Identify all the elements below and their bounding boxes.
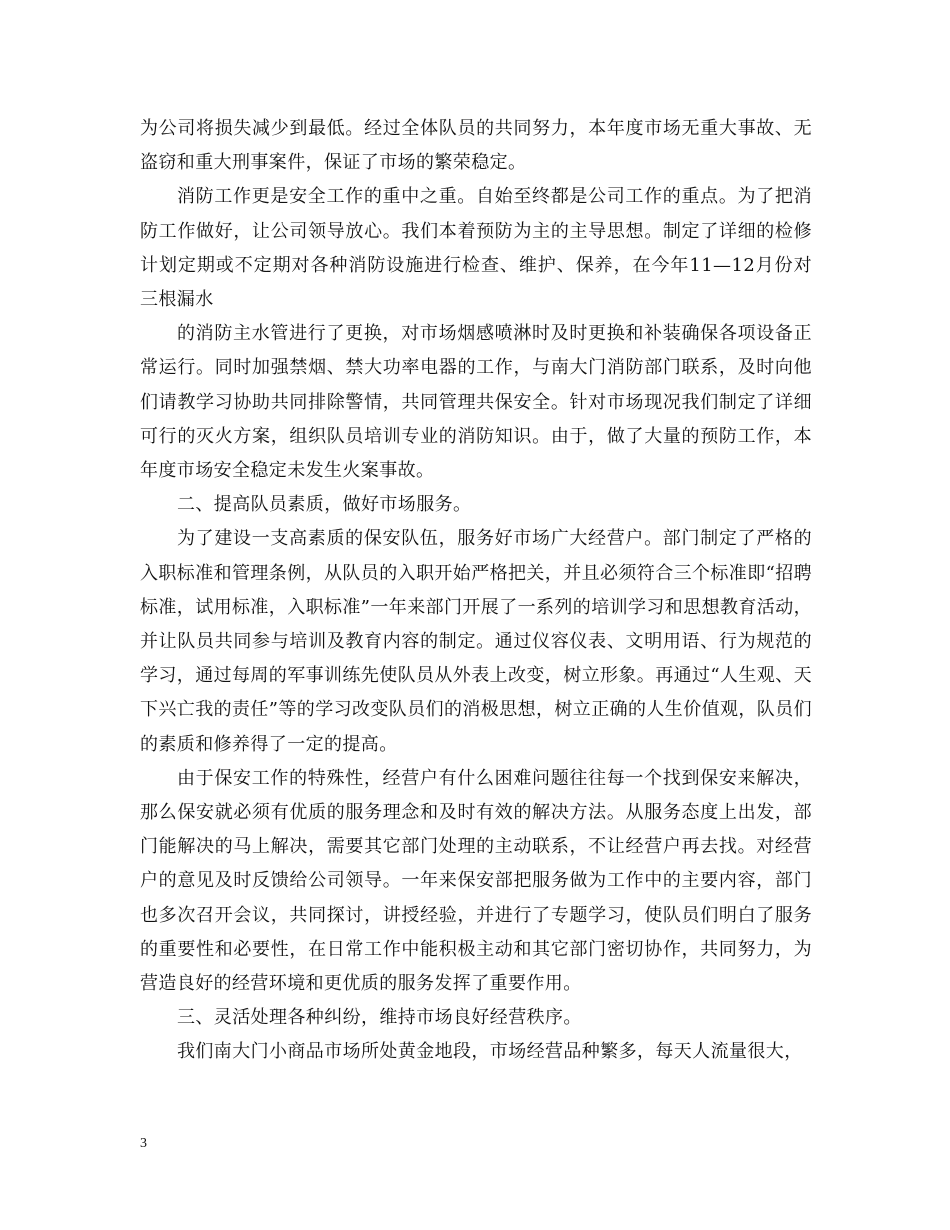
section-heading-3: 三、灵活处理各种纠纷，维持市场良好经营秩序。 — [177, 1007, 582, 1029]
document-body — [140, 112, 812, 1070]
paragraph-team-quality: 为了建设一支高素质的保安队伍，服务好市场广大经营户。部门制定了严格的入职标准和管理条例，从队员的入职开始严格把关，并且必须符合三个标准即“招聘标准，试用标准，入职标准”一年来部门开展了一系列的培训学习和思想教育活动，并让队员共同参与培训及教育内容的制定。通过仪容仪表、文明用语、行为规范的学习，通过每周的军事训练先使队员从外表上改变，树立形象。再通过“人生观、天下兴亡我的责任”等的学习改变队员们的消极思想，树立正确的人生价值观，队员们的素质和修养得了一定的提高。 — [140, 528, 812, 755]
paragraph-service: 由于保安工作的特殊性，经营户有什么困难问题往往每一个找到保安来解决，那么保安就必须有优质的服务理念和及时有效的解决方法。从服务态度上出发，部门能解决的马上解决，需要其它部门处理的主动联系，不让经营户再去找。对经营户的意见及时反馈给公司领导。一年来保安部把服务做为工作中的主要内容，部门也多次召开会议，共同探讨，讲授经验，并进行了专题学习，使队员们明白了服务的重要性和必要性，在日常工作中能积极主动和其它部门密切协作，共同努力，为营造良好的经营环境和更优质的服务发挥了重要作用。 — [140, 767, 812, 995]
paragraph-fire-safety: 消防工作更是安全工作的重中之重。自始至终都是公司工作的重点。为了把消防工作做好，让公司领导放心。我们本着预防为主的主导思想。制定了详细的检修计划定期或不定期对各种消防设施进行检查、维护、保养，在今年11—12月份对三根漏水 — [140, 186, 812, 311]
paragraph-continuation: 为公司将损失减少到最低。经过全体队员的共同努力，本年度市场无重大事故、无盗窃和重大刑事案件，保证了市场的繁荣稳定。 — [140, 118, 812, 174]
paragraph-fire-equipment: 的消防主水管进行了更换，对市场烟感喷淋时及时更换和补装确保各项设备正常运行。同时加强禁烟、禁大功率电器的工作，与南大门消防部门联系，及时向他们请教学习协助共同排除警情，共同管理共保安全。针对市场现况我们制定了详细可行的灭火方案，组织队员培训专业的消防知识。由于，做了大量的预防工作，本年度市场安全稳定未发生火案事故。 — [140, 323, 812, 482]
page-number: 3 — [140, 1136, 147, 1151]
paragraph-market-location: 我们南大门小商品市场所处黄金地段，市场经营品种繁多，每天人流量很大， — [177, 1041, 803, 1063]
section-heading-2: 二、提高队员素质，做好市场服务。 — [177, 494, 472, 516]
